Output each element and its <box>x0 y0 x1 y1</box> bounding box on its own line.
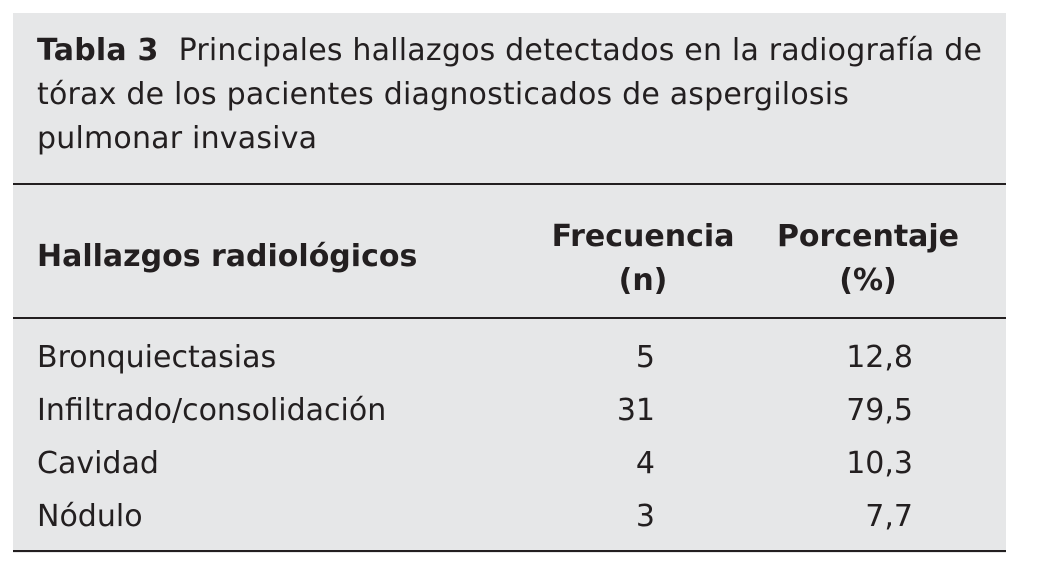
column-header-frequency-line2: (n) <box>618 263 668 298</box>
column-header-findings: Hallazgos radiológicos <box>37 239 418 274</box>
column-header-frequency <box>523 215 763 303</box>
bottom-rule <box>13 550 1006 552</box>
cell-percentage: 10,3 <box>846 446 913 481</box>
table-caption <box>37 29 987 161</box>
cell-percentage: 12,8 <box>846 340 913 375</box>
column-header-percentage-line2: (%) <box>839 263 897 298</box>
table-caption-label: Tabla 3 <box>37 33 159 68</box>
table-row <box>13 437 1006 490</box>
cell-frequency: 3 <box>635 499 655 534</box>
cell-finding: Cavidad <box>37 446 159 481</box>
table-row <box>13 331 1006 384</box>
column-header-frequency-line1: Frecuencia <box>551 219 735 254</box>
cell-frequency: 4 <box>635 446 655 481</box>
column-header-percentage-line1: Porcentaje <box>776 219 960 254</box>
table-caption-text: Principales hallazgos detectados en la radiografía de tórax de los pacientes diagnosticados de aspergilosis pulmonar invasiva <box>37 33 983 156</box>
cell-percentage: 7,7 <box>865 499 913 534</box>
cell-percentage: 79,5 <box>846 393 913 428</box>
header-rule <box>13 317 1006 319</box>
results-table-figure <box>13 13 1006 553</box>
cell-frequency: 5 <box>635 340 655 375</box>
table-row <box>13 490 1006 543</box>
top-rule <box>13 183 1006 185</box>
cell-finding: Nódulo <box>37 499 143 534</box>
cell-finding: Bronquiectasias <box>37 340 277 375</box>
column-header-percentage <box>763 215 973 303</box>
table-row <box>13 384 1006 437</box>
cell-frequency: 31 <box>616 393 655 428</box>
cell-finding: Infiltrado/consolidación <box>37 393 387 428</box>
